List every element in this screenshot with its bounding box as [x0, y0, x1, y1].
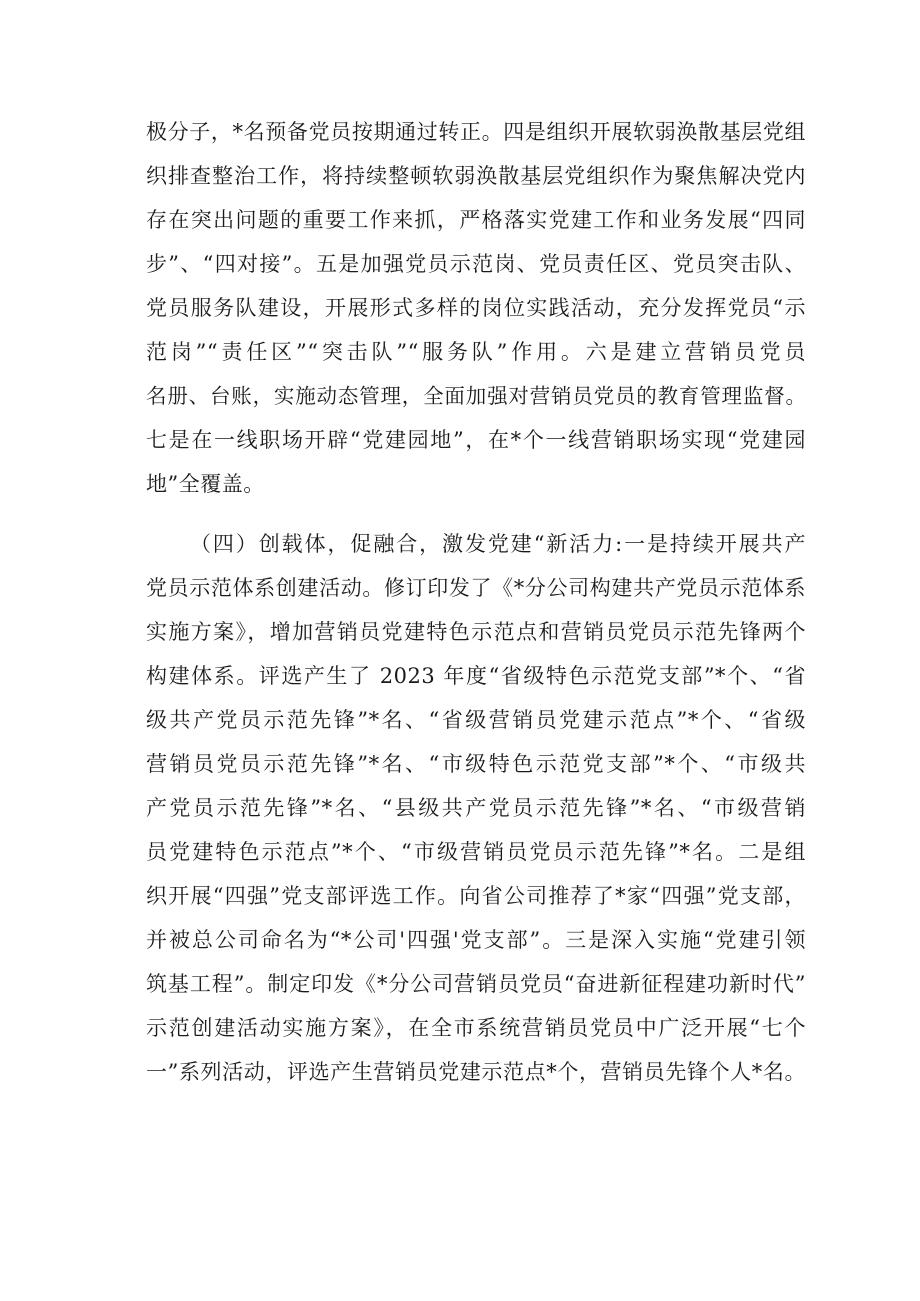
paragraph-line: 极分子，*名预备党员按期通过转正。四是组织开展软弱涣散基层党组 — [146, 120, 806, 144]
paragraph-line: 党员服务队建设，开展形式多样的岗位实践活动，充分发挥党员“示 — [146, 296, 806, 320]
paragraph-line: 织开展“四强”党支部评选工作。向省公司推荐了*家“四强”党支部， — [146, 884, 806, 908]
paragraph-line: 员党建特色示范点”*个、“市级营销员党员示范先锋”*名。二是组 — [146, 840, 806, 864]
paragraph-line: 存在突出问题的重要工作来抓，严格落实党建工作和业务发展“四同 — [146, 208, 806, 232]
paragraph-line: 产党员示范先锋”*名、“县级共产党员示范先锋”*名、“市级营销 — [146, 796, 806, 820]
paragraph-line: 范岗”“责任区”“突击队”“服务队”作用。六是建立营销员党员 — [146, 340, 806, 364]
paragraph-line: 并被总公司命名为“*公司'四强'党支部”。三是深入实施“党建引领 — [146, 928, 806, 952]
paragraph-line: 营销员党员示范先锋”*名、“市级特色示范党支部”*个、“市级共 — [146, 752, 806, 776]
paragraph-line: 地”全覆盖。 — [146, 472, 265, 496]
paragraph-line: 名册、台账，实施动态管理，全面加强对营销员党员的教育管理监督。 — [146, 384, 806, 408]
paragraph-line: 步”、“四对接”。五是加强党员示范岗、党员责任区、党员突击队、 — [146, 252, 806, 276]
paragraph-line: 织排查整治工作，将持续整顿软弱涣散基层党组织作为聚焦解决党内 — [146, 164, 806, 188]
paragraph-line: 党员示范体系创建活动。修订印发了《*分公司构建共产党员示范体系 — [146, 576, 806, 600]
paragraph-line: 实施方案》，增加营销员党建特色示范点和营销员党员示范先锋两个 — [146, 620, 806, 644]
paragraph-line: 筑基工程”。制定印发《*分公司营销员党员“奋进新征程建功新时代” — [146, 972, 806, 996]
paragraph-line: 示范创建活动实施方案》，在全市系统营销员党员中广泛开展“七个 — [146, 1016, 806, 1040]
paragraph-line: （四）创载体，促融合，激发党建“新活力:一是持续开展共产 — [190, 532, 806, 556]
paragraph-line: 七是在一线职场开辟“党建园地”，在*个一线营销职场实现“党建园 — [146, 428, 806, 452]
paragraph-line: 级共产党员示范先锋”*名、“省级营销员党建示范点”*个、“省级 — [146, 708, 806, 732]
paragraph-line: 构建体系。评选产生了 2023 年度“省级特色示范党支部”*个、“省 — [146, 664, 806, 688]
paragraph-line: 一”系列活动，评选产生营销员党建示范点*个，营销员先锋个人*名。 — [146, 1060, 806, 1084]
